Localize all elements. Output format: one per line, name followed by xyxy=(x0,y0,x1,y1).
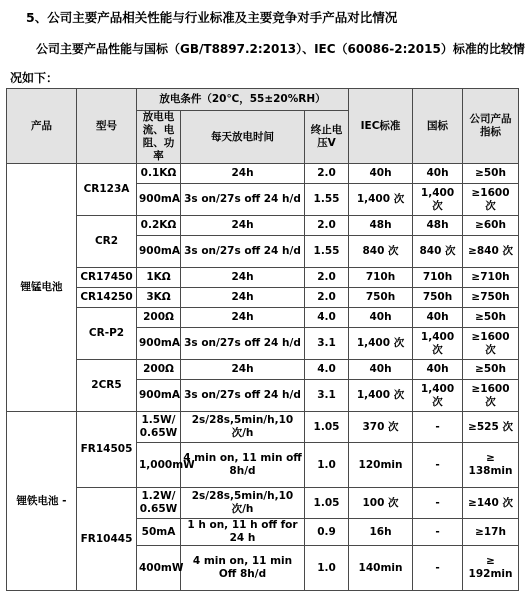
company-value-cell: ≥50h xyxy=(463,164,519,184)
discharge-load-cell: 1,000mW xyxy=(137,443,181,488)
cutoff-voltage-cell: 0.9 xyxy=(305,519,349,546)
company-value-cell: ≥17h xyxy=(463,519,519,546)
daily-time-cell: 24h xyxy=(181,164,305,184)
iec-value-cell: 40h xyxy=(349,308,413,328)
daily-time-cell: 3s on/27s off 24 h/d xyxy=(181,328,305,360)
model-cell: FR10445 xyxy=(77,488,137,591)
cutoff-voltage-cell: 2.0 xyxy=(305,216,349,236)
model-cell: CR-P2 xyxy=(77,308,137,360)
daily-time-cell: 1 h on, 11 h off for 24 h xyxy=(181,519,305,546)
model-cell: FR14505 xyxy=(77,412,137,488)
iec-value-cell: 120min xyxy=(349,443,413,488)
cutoff-voltage-cell: 3.1 xyxy=(305,380,349,412)
gb-value-cell: 710h xyxy=(413,268,463,288)
table-row xyxy=(7,288,519,308)
iec-value-cell: 100 次 xyxy=(349,488,413,519)
company-value-cell: ≥1600 次 xyxy=(463,380,519,412)
daily-time-cell: 24h xyxy=(181,216,305,236)
company-value-cell: ≥750h xyxy=(463,288,519,308)
model-cell: CR2 xyxy=(77,216,137,268)
gb-value-cell: 40h xyxy=(413,164,463,184)
discharge-load-cell: 3KΩ xyxy=(137,288,181,308)
iec-value-cell: 750h xyxy=(349,288,413,308)
cutoff-voltage-cell: 2.0 xyxy=(305,268,349,288)
cutoff-voltage-cell: 1.0 xyxy=(305,546,349,591)
daily-time-cell: 4 min on, 11 min Off 8h/d xyxy=(181,546,305,591)
daily-time-cell: 3s on/27s off 24 h/d xyxy=(181,236,305,268)
model-cell: CR17450 xyxy=(77,268,137,288)
cutoff-voltage-cell: 1.55 xyxy=(305,236,349,268)
table-row xyxy=(7,308,519,328)
cutoff-voltage-cell: 1.05 xyxy=(305,412,349,443)
gb-value-cell: - xyxy=(413,488,463,519)
company-value-cell: ≥60h xyxy=(463,216,519,236)
table-row xyxy=(7,412,519,443)
gb-value-cell: 1,400 次 xyxy=(413,380,463,412)
gb-value-cell: 750h xyxy=(413,288,463,308)
table-row xyxy=(7,216,519,236)
iec-value-cell: 140min xyxy=(349,546,413,591)
discharge-load-cell: 1.5W/ 0.65W xyxy=(137,412,181,443)
header-model: 型号 xyxy=(77,89,137,164)
gb-value-cell: - xyxy=(413,519,463,546)
header-discharge-load: 放电电流、电阻、功率 xyxy=(137,111,181,164)
header-product: 产品 xyxy=(7,89,77,164)
company-value-cell: ≥840 次 xyxy=(463,236,519,268)
gb-value-cell: 48h xyxy=(413,216,463,236)
comparison-table xyxy=(6,88,519,591)
intro-line-1: 公司主要产品性能与国标（GB/T8897.2:2013）、IEC（60086-2:2015）标准的比较情 xyxy=(36,42,525,56)
cutoff-voltage-cell: 4.0 xyxy=(305,360,349,380)
discharge-load-cell: 200Ω xyxy=(137,308,181,328)
header-iec-standard: IEC标准 xyxy=(349,89,413,164)
gb-value-cell: - xyxy=(413,412,463,443)
gb-value-cell: 40h xyxy=(413,308,463,328)
header-daily-time: 每天放电时间 xyxy=(181,111,305,164)
gb-value-cell: - xyxy=(413,546,463,591)
daily-time-cell: 24h xyxy=(181,288,305,308)
iec-value-cell: 840 次 xyxy=(349,236,413,268)
company-value-cell: ≥50h xyxy=(463,308,519,328)
company-value-cell: ≥140 次 xyxy=(463,488,519,519)
daily-time-cell: 2s/28s,5min/h,10 次/h xyxy=(181,488,305,519)
company-value-cell: ≥710h xyxy=(463,268,519,288)
company-value-cell: ≥ 192min xyxy=(463,546,519,591)
table-row xyxy=(7,164,519,184)
cutoff-voltage-cell: 3.1 xyxy=(305,328,349,360)
iec-value-cell: 40h xyxy=(349,360,413,380)
daily-time-cell: 3s on/27s off 24 h/d xyxy=(181,380,305,412)
iec-value-cell: 48h xyxy=(349,216,413,236)
product-cell: 锂锰电池 xyxy=(7,164,77,412)
model-cell: CR14250 xyxy=(77,288,137,308)
intro-line-2: 况如下： xyxy=(10,71,59,85)
daily-time-cell: 24h xyxy=(181,268,305,288)
model-cell: 2CR5 xyxy=(77,360,137,412)
discharge-load-cell: 1.2W/ 0.65W xyxy=(137,488,181,519)
discharge-load-cell: 900mA xyxy=(137,184,181,216)
table-body xyxy=(7,164,519,591)
gb-value-cell: 840 次 xyxy=(413,236,463,268)
header-national-standard: 国标 xyxy=(413,89,463,164)
daily-time-cell: 24h xyxy=(181,308,305,328)
iec-value-cell: 370 次 xyxy=(349,412,413,443)
gb-value-cell: 1,400 次 xyxy=(413,328,463,360)
company-value-cell: ≥1600 次 xyxy=(463,328,519,360)
iec-value-cell: 1,400 次 xyxy=(349,184,413,216)
cutoff-voltage-cell: 1.0 xyxy=(305,443,349,488)
discharge-load-cell: 1KΩ xyxy=(137,268,181,288)
cutoff-voltage-cell: 2.0 xyxy=(305,288,349,308)
header-cutoff-voltage: 终止电压V xyxy=(305,111,349,164)
gb-value-cell: 1,400 次 xyxy=(413,184,463,216)
cutoff-voltage-cell: 2.0 xyxy=(305,164,349,184)
table-row xyxy=(7,268,519,288)
discharge-load-cell: 0.2KΩ xyxy=(137,216,181,236)
company-value-cell: ≥50h xyxy=(463,360,519,380)
daily-time-cell: 4 min on, 11 min off 8h/d xyxy=(181,443,305,488)
cutoff-voltage-cell: 1.55 xyxy=(305,184,349,216)
discharge-load-cell: 900mA xyxy=(137,236,181,268)
model-cell: CR123A xyxy=(77,164,137,216)
cutoff-voltage-cell: 4.0 xyxy=(305,308,349,328)
section-heading: 5、公司主要产品相关性能与行业标准及主要竞争对手产品对比情况 xyxy=(26,10,398,25)
discharge-load-cell: 900mA xyxy=(137,328,181,360)
discharge-load-cell: 400mW xyxy=(137,546,181,591)
iec-value-cell: 710h xyxy=(349,268,413,288)
gb-value-cell: - xyxy=(413,443,463,488)
daily-time-cell: 2s/28s,5min/h,10 次/h xyxy=(181,412,305,443)
table-row xyxy=(7,360,519,380)
discharge-load-cell: 50mA xyxy=(137,519,181,546)
cutoff-voltage-cell: 1.05 xyxy=(305,488,349,519)
header-company-spec: 公司产品指标 xyxy=(463,89,519,164)
discharge-load-cell: 200Ω xyxy=(137,360,181,380)
iec-value-cell: 16h xyxy=(349,519,413,546)
discharge-load-cell: 900mA xyxy=(137,380,181,412)
iec-value-cell: 40h xyxy=(349,164,413,184)
discharge-load-cell: 0.1KΩ xyxy=(137,164,181,184)
daily-time-cell: 24h xyxy=(181,360,305,380)
company-value-cell: ≥1600 次 xyxy=(463,184,519,216)
product-cell: 锂铁电池 - xyxy=(7,412,77,591)
iec-value-cell: 1,400 次 xyxy=(349,380,413,412)
iec-value-cell: 1,400 次 xyxy=(349,328,413,360)
header-discharge-conditions: 放电条件（20℃，55±20%RH） xyxy=(137,89,349,111)
company-value-cell: ≥525 次 xyxy=(463,412,519,443)
daily-time-cell: 3s on/27s off 24 h/d xyxy=(181,184,305,216)
gb-value-cell: 40h xyxy=(413,360,463,380)
table-row xyxy=(7,488,519,519)
company-value-cell: ≥ 138min xyxy=(463,443,519,488)
